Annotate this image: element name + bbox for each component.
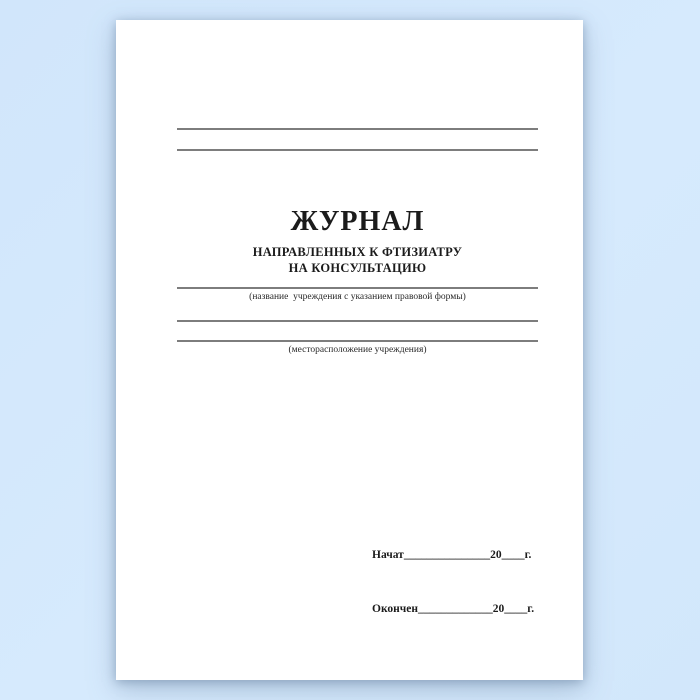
started-label: Начат	[372, 549, 404, 561]
title-block	[177, 208, 538, 277]
org-name-caption: (название учреждения с указанием правовой формы)	[249, 292, 466, 302]
header-blank-line-1	[177, 128, 538, 130]
journal-subtitle-line1: НАПРАВЛЕННЫХ К ФТИЗИАТРУ	[252, 245, 463, 259]
org-location-caption: (месторасположение учреждения)	[288, 345, 427, 355]
finished-year-blank: ____	[504, 603, 528, 615]
org-name-blank-line-2	[177, 320, 538, 322]
org-location-blank-line	[177, 340, 538, 342]
journal-title: ЖУРНАЛ	[290, 206, 425, 237]
header-blank-line-2	[177, 149, 538, 151]
dates-block	[372, 510, 534, 654]
started-blank-line: _______________	[403, 549, 491, 561]
journal-cover-page	[116, 20, 583, 680]
org-name-blank-line	[177, 287, 538, 289]
finished-year-suffix: г.	[527, 603, 535, 615]
finished-blank-line: _____________	[418, 603, 493, 615]
started-row	[372, 546, 534, 564]
started-year-suffix: г.	[524, 549, 532, 561]
finished-century: 20	[492, 603, 505, 615]
started-century: 20	[490, 549, 502, 561]
finished-label: Окончен	[372, 603, 419, 615]
finished-row	[372, 600, 534, 618]
journal-subtitle-line2: НА КОНСУЛЬТАЦИЮ	[288, 261, 427, 276]
started-year-blank: ____	[501, 549, 525, 561]
